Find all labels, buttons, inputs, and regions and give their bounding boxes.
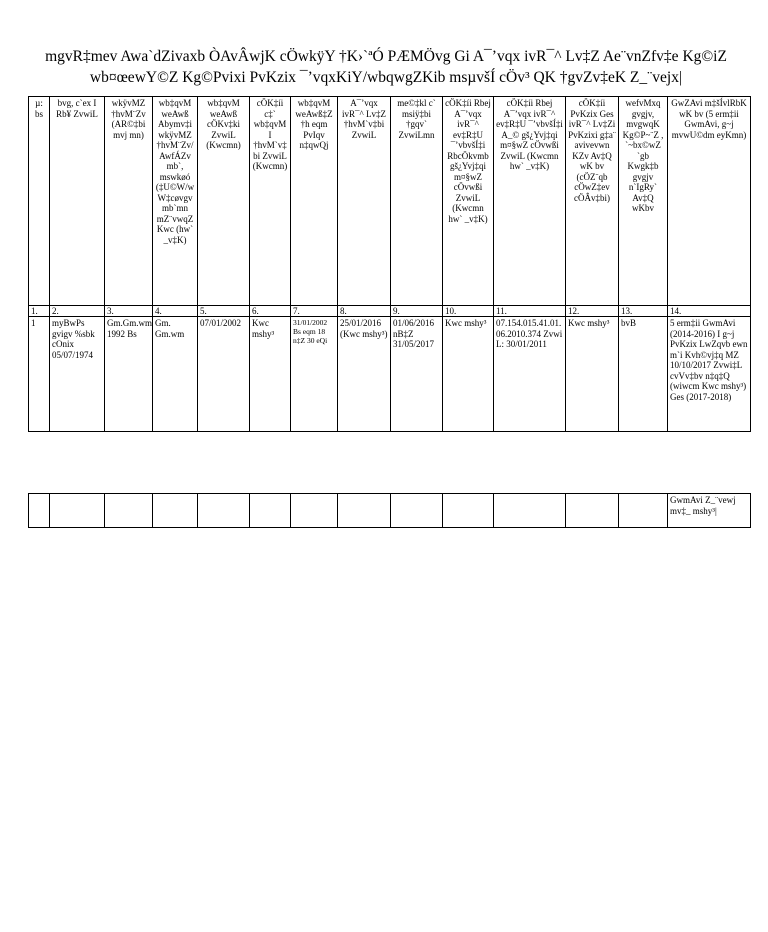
empty-cell [29,494,50,528]
col-header-serial: µ: bs [29,97,50,306]
employee-table [28,96,751,432]
cell-acr: 5 erm‡ii GwmAvi (2014-2016) I g~j PvKzix LwZqvb ewn m`i Kvh©vj‡q MZ 10/10/2017 Zvwi‡L cvVv‡bv n‡q‡Q (wiwcm Kwc mshy³) Ges (2017-2018) [668,317,751,432]
column-number-row [29,306,751,317]
col-header-post-retention: me©‡kl c` msiÿ‡bi †gqv` ZvwiLmn [391,97,443,306]
column-number: 9. [391,306,443,317]
cell-ministry-approval: Kwc mshy³ [443,317,494,432]
col-header-name: bvg, c`ex I Rb¥ ZvwiL [50,97,105,306]
column-number: 6. [250,306,291,317]
col-header-acr: GwZAvi m‡šÍvlRbK wK bv (5 erm‡ii GwmAvi, g~j mvwU©dm eyKmn) [668,97,751,306]
empty-cell [250,494,291,528]
empty-cell [443,494,494,528]
column-number: 4. [153,306,198,317]
title-line-2: wb¤œewY©Z Kg©Pvixi PvKzix ¯’vqxKiY/wbqwgZKib msµvšÍ cÖv³ QK †gvZv‡eK Z_¨vejx| [89,69,683,86]
cell-project-join-date: Kwc mshy³ [250,317,291,432]
cell-finance-approval: 07.154.015.41.01.06.2010.374 ZvwiL: 30/01/2011 [494,317,566,432]
cell-age-limit: 31/01/2002 Bs eqm 18 n‡Z 30 eQi [291,317,338,432]
col-header-required-qualification: wb‡qvM weAwß Abymv‡i wkÿvMZ †hvM¨Zv/AwfÁZv mb`, mswkøó (‡U©W/wW‡cøvgv mb`mn mZ¨vwqZ Kwc (hw` _v‡K) [153,97,198,306]
cell-continuity: Kwc mshy³ [566,317,619,432]
page-title [30,46,742,88]
empty-cell [50,494,105,528]
empty-cell [619,494,668,528]
cell-serial: 1 [29,317,50,432]
empty-cell [291,494,338,528]
empty-cell [391,494,443,528]
empty-cell [198,494,250,528]
col-header-project-join-date: cÖK‡íi c‡` wb‡qvM I †hvM`v‡bi ZvwiL (Kwcmn) [250,97,291,306]
cell-post-retention: 01/06/2016 nB‡Z 31/05/2017 [391,317,443,432]
title-line-1: mgvR‡mev Awa`dZivaxb ÒAvÂwjK cÖwkÿY †K›`ªÓ PÆMÖvg Gi A¯’vqx ivR¯^ Lv‡Z Ae¨vnZfv‡e Kg©iZ [45,48,727,65]
cell-education: Gm.Gm.wm 1992 Bs [105,317,153,432]
empty-cell [153,494,198,528]
column-number: 8. [338,306,391,317]
header-row [29,97,751,306]
cell-case-status: bvB [619,317,668,432]
column-number: 1. [29,306,50,317]
column-number: 12. [566,306,619,317]
column-number: 13. [619,306,668,317]
acr-note-table [28,493,751,528]
table-row [29,494,751,528]
column-number: 14. [668,306,751,317]
cell-revenue-join-date: 25/01/2016 (Kwc mshy³) [338,317,391,432]
col-header-ministry-approval: cÖK‡íi Rbej A¯’vqx ivR¯^ ev‡R‡U ¯’vbvšÍ‡i RbcÖkvmb gš¿Yvj‡qi m¤§wZ cÖvwßi ZvwiL (Kwcmn hw` _v‡K) [443,97,494,306]
empty-cell [105,494,153,528]
cell-name: myBwPs gvigv %sbk cOnix 05/07/1974 [50,317,105,432]
column-number: 10. [443,306,494,317]
col-header-continuity: cÖK‡íi PvKzix Ges ivR¯^ Lv‡Zi PvKzixi g‡a¨ avivevwn KZv Av‡Q wK bv (cÖZ¨qb cÖwZ‡ev cÖÂv‡bi) [566,97,619,306]
acr-note-cell: GwmAvi Z_¨vewj mv‡_ mshy³| [668,494,751,528]
column-number: 7. [291,306,338,317]
column-number: 5. [198,306,250,317]
col-header-revenue-join-date: A¯’vqx ivR¯^ Lv‡Z †hvM`v‡bi ZvwiL [338,97,391,306]
cell-required-qualification: Gm. Gm.wm [153,317,198,432]
col-header-circular-date: wb‡qvM weAwß cÖKv‡ki ZvwiL (Kwcmn) [198,97,250,306]
column-number: 2. [50,306,105,317]
column-number: 11. [494,306,566,317]
table-row [29,317,751,432]
empty-cell [338,494,391,528]
col-header-case-status: wefvMxq gvgjv, mvgwqK Kg©P~¨Z , `~bx©wZ `gb Kwgk‡b gvgjv n`IgRy` Av‡Q wKbv [619,97,668,306]
col-header-finance-approval: cÖK‡íi Rbej A¯’vqx ivR¯^ ev‡R‡U ¯’vbvšÍ‡i A_© gš¿Yvj‡qi m¤§wZ cÖvwßi ZvwiL (Kwcmn hw` _v‡K) [494,97,566,306]
cell-circular-date: 07/01/2002 [198,317,250,432]
column-number: 3. [105,306,153,317]
empty-cell [494,494,566,528]
empty-cell [566,494,619,528]
col-header-age-limit: wb‡qvM weAwß‡Z †h eqm PvIqv n‡qwQj [291,97,338,306]
col-header-education: wkÿvMZ †hvM¨Zv (AR©‡bi mvj mn) [105,97,153,306]
